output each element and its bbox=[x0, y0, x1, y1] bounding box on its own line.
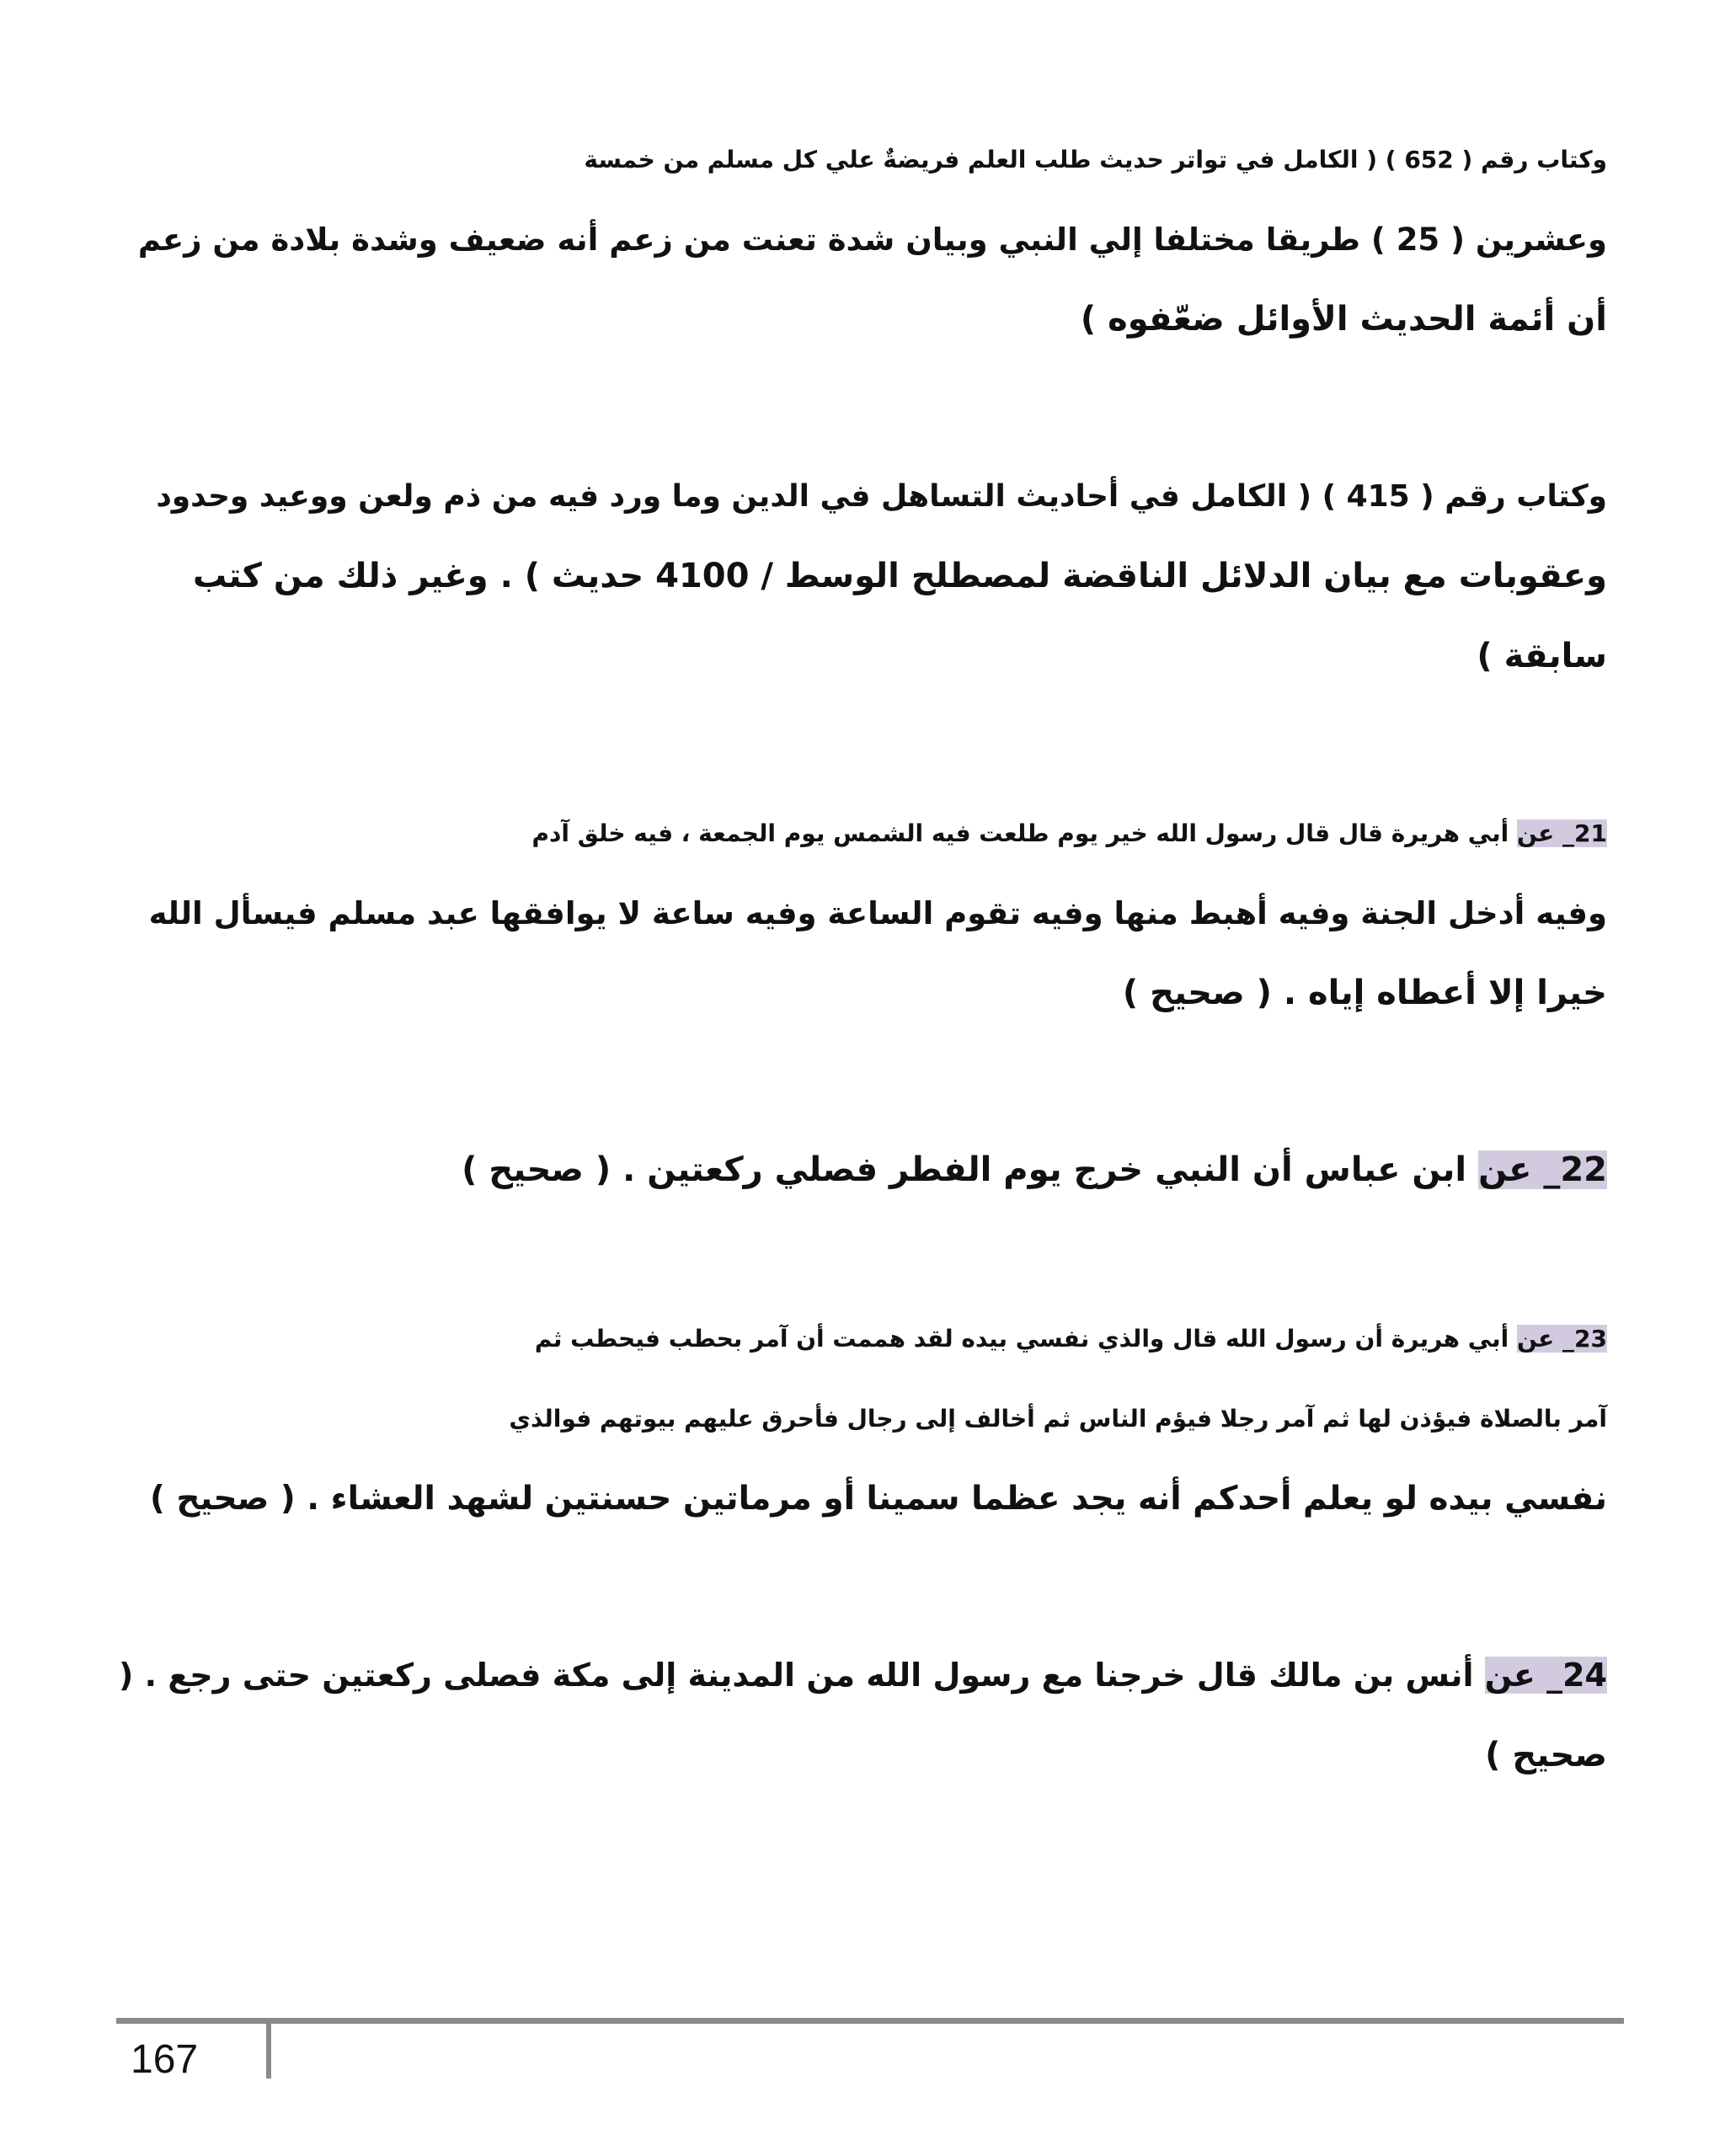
text-run: ابن عباس أن النبي خرج يوم الفطر فصلي ركعتين . ( صحيح ) bbox=[462, 1150, 1479, 1189]
text-run: أنس بن مالك قال خرجنا مع رسول الله من المدينة إلى مكة فصلى ركعتين حتى رجع . ( bbox=[119, 1657, 1485, 1694]
text-line: وفيه أدخل الجنة وفيه أهبط منها وفيه تقوم الساعة وفيه ساعة لا يوافقها عبد مسلم فيسأل الله bbox=[148, 895, 1607, 931]
text-line bbox=[150, 1299, 1607, 1379]
footer-rule bbox=[116, 2018, 1624, 2024]
text-line: صحيح ) bbox=[1485, 1736, 1607, 1774]
text-line: وعقوبات مع بيان الدلائل الناقضة لمصطلح الوسط / 4100 حديث ) . وغير ذلك من كتب bbox=[192, 557, 1607, 595]
hadith-paragraph-24 bbox=[119, 1636, 1607, 1796]
page-number: 167 bbox=[131, 2037, 199, 2082]
book-note-paragraph-415 bbox=[156, 456, 1607, 696]
hadith-paragraph-23 bbox=[150, 1299, 1607, 1539]
text-line: آمر بالصلاة فيؤذن لها ثم آمر رجلا فيؤم الناس ثم أخالف إلى رجال فأحرق عليهم بيوتهم فوالذي bbox=[509, 1405, 1607, 1433]
text-line: سابقة ) bbox=[1477, 637, 1607, 675]
hadith-number-marker: 24_ عن bbox=[1484, 1657, 1607, 1694]
hadith-number-marker: 22_ عن bbox=[1478, 1150, 1607, 1189]
text-run: أبي هريرة أن رسول الله قال والذي نفسي بيده لقد هممت أن آمر بحطب فيحطب ثم bbox=[534, 1325, 1517, 1353]
text-line: أن أئمة الحديث الأوائل ضعّفوه ) bbox=[1080, 300, 1607, 339]
text-line bbox=[462, 1130, 1607, 1210]
text-line: وكتاب رقم ( 415 ) ( الكامل في أحاديث التساهل في الدين وما ورد فيه من ذم ولعن ووعيد وحدود bbox=[156, 479, 1607, 514]
text-line: وكتاب رقم ( 652 ) ( الكامل في تواتر حديث طلب العلم فريضةٌ علي كل مسلم من خمسة bbox=[584, 146, 1607, 173]
hadith-number-marker: 21_ عن bbox=[1516, 819, 1607, 847]
text-line bbox=[119, 1636, 1607, 1716]
text-run: أبي هريرة قال قال رسول الله خير يوم طلعت فيه الشمس يوم الجمعة ، فيه خلق آدم bbox=[531, 819, 1517, 847]
text-line bbox=[149, 793, 1607, 873]
hadith-paragraph-22 bbox=[462, 1130, 1607, 1210]
footer-divider-tick bbox=[266, 2024, 271, 2079]
text-line: نفسي بيده لو يعلم أحدكم أنه يجد عظما سمينا أو مرماتين حسنتين لشهد العشاء . ( صحيح ) bbox=[150, 1480, 1607, 1518]
text-line: خيرا إلا أعطاه إياه . ( صحيح ) bbox=[1122, 974, 1607, 1012]
hadith-number-marker: 23_ عن bbox=[1516, 1325, 1607, 1353]
hadith-paragraph-21 bbox=[149, 793, 1607, 1033]
text-line: وعشرين ( 25 ) طريقا مختلفا إلي النبي وبيان شدة تعنت من زعم أنه ضعيف وشدة بلادة من زعم bbox=[137, 221, 1607, 258]
book-note-paragraph-652 bbox=[138, 120, 1607, 360]
